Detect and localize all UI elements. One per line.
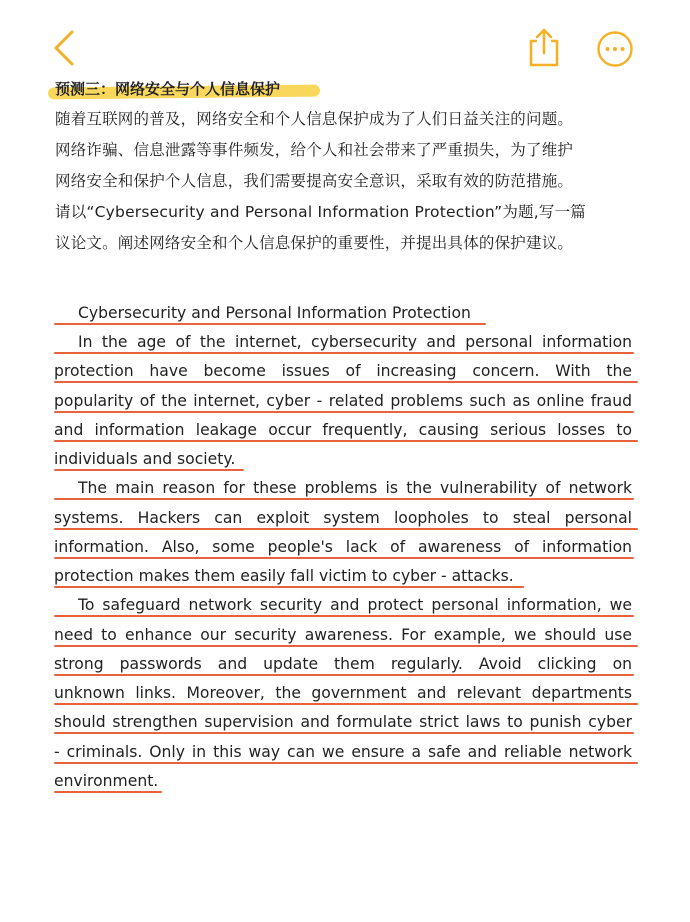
essay-line: The main reason for these problems is the vulnerability of network xyxy=(78,479,632,497)
essay-line: need to enhance our security awareness. For example, we should use xyxy=(54,626,632,644)
essay-underline xyxy=(54,732,634,734)
essay-line: To safeguard network security and protect personal information, we xyxy=(78,596,632,614)
essay-line: protection have become issues of increasing concern. With the xyxy=(54,362,632,380)
prompt-line: 随着互联网的普及，网络安全和个人信息保护成为了人们日益关注的问题。 xyxy=(55,110,574,128)
essay-underline xyxy=(54,703,638,705)
essay-line: should strengthen supervision and formulate strict laws to punish cyber xyxy=(54,713,632,731)
essay-line: strong passwords and update them regularly. Avoid clicking on xyxy=(54,655,632,673)
essay-underline xyxy=(54,791,162,793)
prompt-title: 预测三：网络安全与个人信息保护 xyxy=(55,80,281,98)
essay-underline xyxy=(54,323,486,325)
essay-line: - criminals. Only in this way can we ensure a safe and reliable network xyxy=(54,743,632,761)
essay-line: systems. Hackers can exploit system loopholes to steal personal xyxy=(54,509,632,527)
essay-underline xyxy=(54,586,524,588)
essay-underline xyxy=(54,528,638,530)
essay-line: unknown links. Moreover, the government and relevant departments xyxy=(54,684,632,702)
essay-line: In the age of the internet, cybersecurity and personal information xyxy=(78,333,632,351)
essay-underline xyxy=(54,352,634,354)
essay-underline xyxy=(54,762,638,764)
essay-title: Cybersecurity and Personal Information Protection xyxy=(78,304,471,322)
prompt-line: 网络安全和保护个人信息，我们需要提高安全意识，采取有效的防范措施。 xyxy=(55,172,574,190)
essay-line: and information leakage occur frequently, causing serious losses to xyxy=(54,421,632,439)
essay-underline xyxy=(54,498,634,500)
essay-line: popularity of the internet, cyber - related problems such as online fraud xyxy=(54,392,632,410)
essay-underline xyxy=(54,615,634,617)
essay-underline xyxy=(54,411,634,413)
essay-line: protection makes them easily fall victim to cyber - attacks. xyxy=(54,567,514,585)
essay-underline xyxy=(54,645,638,647)
essay-line: environment. xyxy=(54,772,159,790)
essay-line: individuals and society. xyxy=(54,450,236,468)
essay-underline xyxy=(54,674,634,676)
essay-underline xyxy=(54,469,244,471)
prompt-line: 议论文。阐述网络安全和个人信息保护的重要性，并提出具体的保护建议。 xyxy=(55,234,574,252)
essay-underline xyxy=(54,381,638,383)
prompt-line: 网络诈骗、信息泄露等事件频发，给个人和社会带来了严重损失，为了维护 xyxy=(55,141,574,159)
prompt-line: 请以“Cybersecurity and Personal Information Protection”为题,写一篇 xyxy=(55,203,586,221)
essay-underline xyxy=(54,557,634,559)
essay-title-line xyxy=(54,302,494,331)
essay-underline xyxy=(54,440,638,442)
essay-line: information. Also, some people's lack of awareness of information xyxy=(54,538,632,556)
